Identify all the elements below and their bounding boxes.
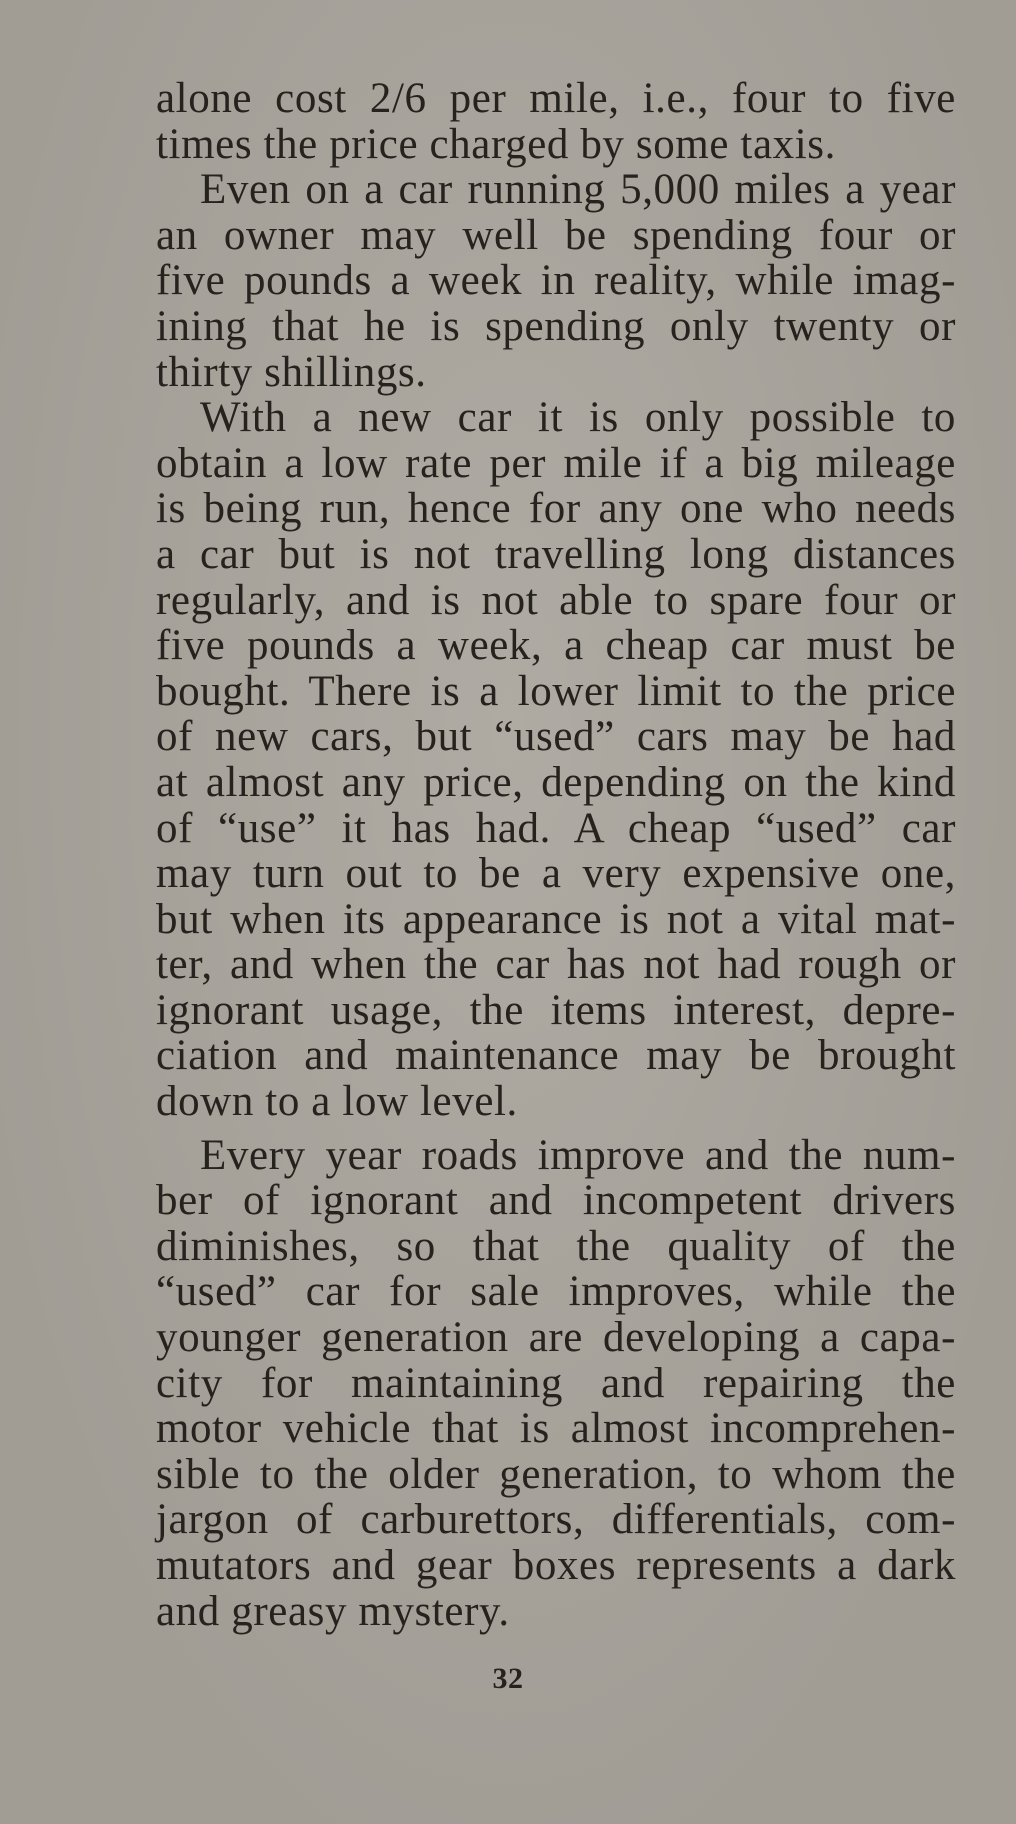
text-line: younger generation are developing a capa- [156, 1314, 956, 1362]
text-line: jargon of carburettors, differentials, com- [156, 1496, 956, 1544]
text-line: alone cost 2/6 per mile, i.e., four to five [156, 75, 956, 122]
text-line: thirty shillings. [156, 348, 427, 396]
text-line: With a new car it is only possible to [200, 394, 956, 442]
text-line: ignorant usage, the items interest, depre- [156, 986, 956, 1034]
text-line: times the price charged by some taxis. [156, 120, 836, 168]
text-line: “used” car for sale improves, while the [156, 1268, 956, 1316]
text-line: obtain a low rate per mile if a big mileage [156, 439, 956, 487]
text-line: motor vehicle that is almost incomprehen- [156, 1405, 956, 1453]
text-line: and greasy mystery. [156, 1587, 510, 1635]
text-line: but when its appearance is not a vital mat- [156, 895, 956, 943]
text-line: diminishes, so that the quality of the [156, 1222, 956, 1270]
text-line: at almost any price, depending on the kind [156, 758, 956, 806]
text-line: mutators and gear boxes represents a dark [156, 1542, 956, 1589]
body-text [156, 76, 956, 1634]
text-line: ciation and maintenance may be brought [156, 1032, 956, 1080]
text-line: ter, and when the car has not had rough or [156, 941, 956, 989]
text-line: of new cars, but “used” cars may be had [156, 713, 956, 761]
text-line: five pounds a week, a cheap car must be [156, 622, 956, 670]
text-line: may turn out to be a very expensive one, [156, 850, 956, 898]
text-line: Every year roads improve and the num- [200, 1131, 956, 1179]
text-line: five pounds a week in reality, while imag- [156, 257, 956, 305]
text-line: sible to the older generation, to whom the [156, 1450, 956, 1498]
page-number: 32 [492, 1662, 524, 1695]
text-line: Even on a car running 5,000 miles a year [200, 166, 956, 214]
text-line: ining that he is spending only twenty or [156, 302, 956, 350]
text-line: is being run, hence for any one who needs [156, 485, 956, 533]
text-line: of “use” it has had. A cheap “used” car [156, 804, 956, 852]
text-line: bought. There is a lower limit to the price [156, 667, 956, 715]
text-line: a car but is not travelling long distances [156, 530, 956, 578]
text-line: an owner may well be spending four or [156, 211, 956, 259]
text-line: down to a low level. [156, 1078, 518, 1126]
text-line: city for maintaining and repairing the [156, 1359, 956, 1407]
text-line: ber of ignorant and incompetent drivers [156, 1177, 956, 1225]
text-line: regularly, and is not able to spare four or [156, 576, 956, 624]
